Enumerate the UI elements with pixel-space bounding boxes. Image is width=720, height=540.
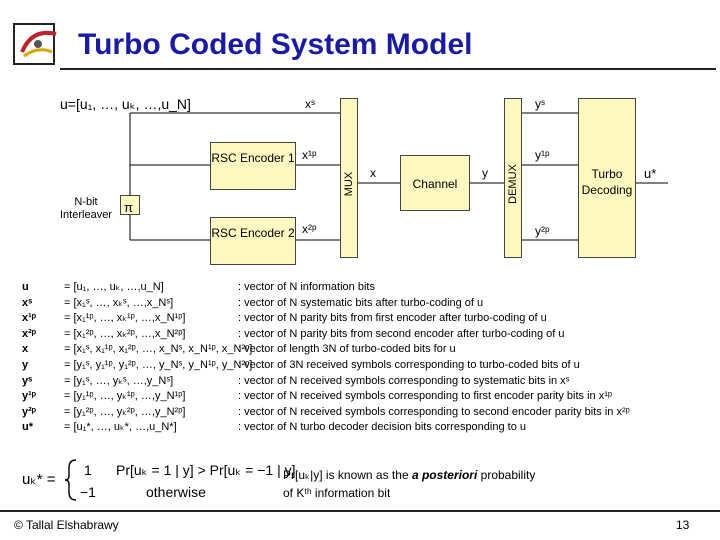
def-desc: : vector of 3N received symbols corresponding to turbo-coded bits of u — [238, 358, 580, 371]
y2p-label: y²ᵖ — [535, 224, 550, 238]
def-desc: : vector of N turbo decoder decision bits corresponding to u — [238, 421, 526, 434]
posterior-note — [283, 466, 535, 502]
demux-label: DEMUX — [507, 164, 519, 204]
def-expr: = [x₁ˢ, …, xₖˢ, …,x_Nˢ] — [64, 296, 174, 309]
def-expr: = [y₁²ᵖ, …, yₖ²ᵖ, …,y_N²ᵖ] — [64, 405, 186, 418]
definition-symbols — [22, 280, 36, 436]
def-desc: : vector of N received symbols corresponding to first encoder parity bits in x¹ᵖ — [238, 390, 613, 403]
interleaver-label: N-bit Interleaver — [60, 196, 112, 221]
brace-icon — [64, 458, 78, 502]
page-title: Turbo Coded System Model — [78, 28, 473, 61]
footer-divider — [0, 510, 720, 512]
def-expr: = [u₁*, …, uₖ*, …,u_N*] — [64, 421, 177, 434]
note-text: probability — [477, 468, 536, 482]
u-star-label: u* — [644, 166, 657, 181]
def-expr: = [y₁ˢ, …, yₖˢ, …,y_Nˢ] — [64, 374, 174, 387]
def-expr: = [x₁¹ᵖ, …, xₖ¹ᵖ, …,x_N¹ᵖ] — [64, 312, 186, 325]
note-line-1 — [283, 466, 535, 484]
xs-label: xˢ — [305, 97, 316, 111]
note-text: Pr[uₖ|y] is known as the — [283, 468, 412, 482]
note-emphasis: a posteriori — [411, 468, 478, 482]
def-expr: = [x₁²ᵖ, …, xₖ²ᵖ, …,x_N²ᵖ] — [64, 327, 186, 340]
rsc-encoder-2-label: RSC Encoder 2 — [211, 226, 295, 240]
definition-descriptions — [238, 280, 630, 436]
def-desc: : vector of N information bits — [238, 281, 375, 293]
def-sym: x²ᵖ — [22, 327, 37, 340]
case1-condition: Pr[uₖ = 1 | y] > Pr[uₖ = −1 | y] — [116, 462, 296, 478]
def-expr: = [y₁ˢ, y₁¹ᵖ, y₁²ᵖ, …, y_Nˢ, y_N¹ᵖ, y_N²ᵖ] — [64, 358, 253, 371]
def-sym: x — [22, 343, 29, 356]
def-sym: yˢ — [22, 374, 33, 387]
def-sym: u* — [22, 421, 33, 434]
case2-value: −1 — [80, 484, 96, 500]
y1p-label: y¹ᵖ — [535, 148, 550, 162]
def-desc: : vector of N systematic bits after turbo-coding of u — [238, 296, 484, 309]
definition-expressions — [64, 280, 252, 436]
def-desc: : vector of N parity bits from first encoder after turbo-coding of u — [238, 312, 547, 325]
def-desc: : vector of N received symbols corresponding to systematic bits in xˢ — [238, 374, 570, 387]
mux-label: MUX — [343, 171, 355, 197]
def-sym: u — [22, 281, 29, 293]
page-number: 13 — [676, 518, 690, 532]
def-desc: : vector of N parity bits from second encoder after turbo-coding of u — [238, 327, 565, 340]
def-sym: y²ᵖ — [22, 405, 37, 418]
def-sym: y — [22, 358, 29, 371]
turbo-decoder-label: Turbo Decoding — [581, 167, 633, 197]
x2p-label: x²ᵖ — [302, 222, 317, 236]
case1-value: 1 — [84, 462, 92, 478]
formula-lhs: uₖ* = — [22, 471, 56, 488]
channel-label: Channel — [412, 177, 458, 191]
def-desc: : vector of length 3N of turbo-coded bits for u — [238, 343, 456, 356]
input-label: u=[u₁, …, uₖ, …,u_N] — [60, 96, 191, 112]
def-sym: y¹ᵖ — [22, 390, 37, 403]
x1p-label: x¹ᵖ — [302, 148, 317, 162]
def-sym: x¹ᵖ — [22, 312, 37, 325]
def-sym: xˢ — [22, 296, 33, 309]
x-label: x — [370, 166, 376, 180]
case2-condition: otherwise — [146, 484, 206, 500]
ys-label: yˢ — [535, 97, 546, 111]
def-expr: = [y₁¹ᵖ, …, yₖ¹ᵖ, …,y_N¹ᵖ] — [64, 390, 186, 403]
rsc-encoder-1-label: RSC Encoder 1 — [211, 151, 295, 165]
note-line-2: of Kᵗʰ information bit — [283, 486, 391, 500]
y-label: y — [482, 166, 488, 180]
pi-label: π — [124, 200, 133, 215]
def-expr: = [x₁ˢ, x₁¹ᵖ, x₁²ᵖ, …, x_Nˢ, x_N¹ᵖ, x_N²ᵖ] — [64, 343, 253, 356]
def-desc: : vector of N received symbols corresponding to second encoder parity bits in x²ᵖ — [238, 405, 630, 418]
def-expr: = [u₁, …, uₖ, …,u_N] — [64, 281, 164, 293]
footer-copyright: © Tallal Elshabrawy — [14, 518, 119, 532]
